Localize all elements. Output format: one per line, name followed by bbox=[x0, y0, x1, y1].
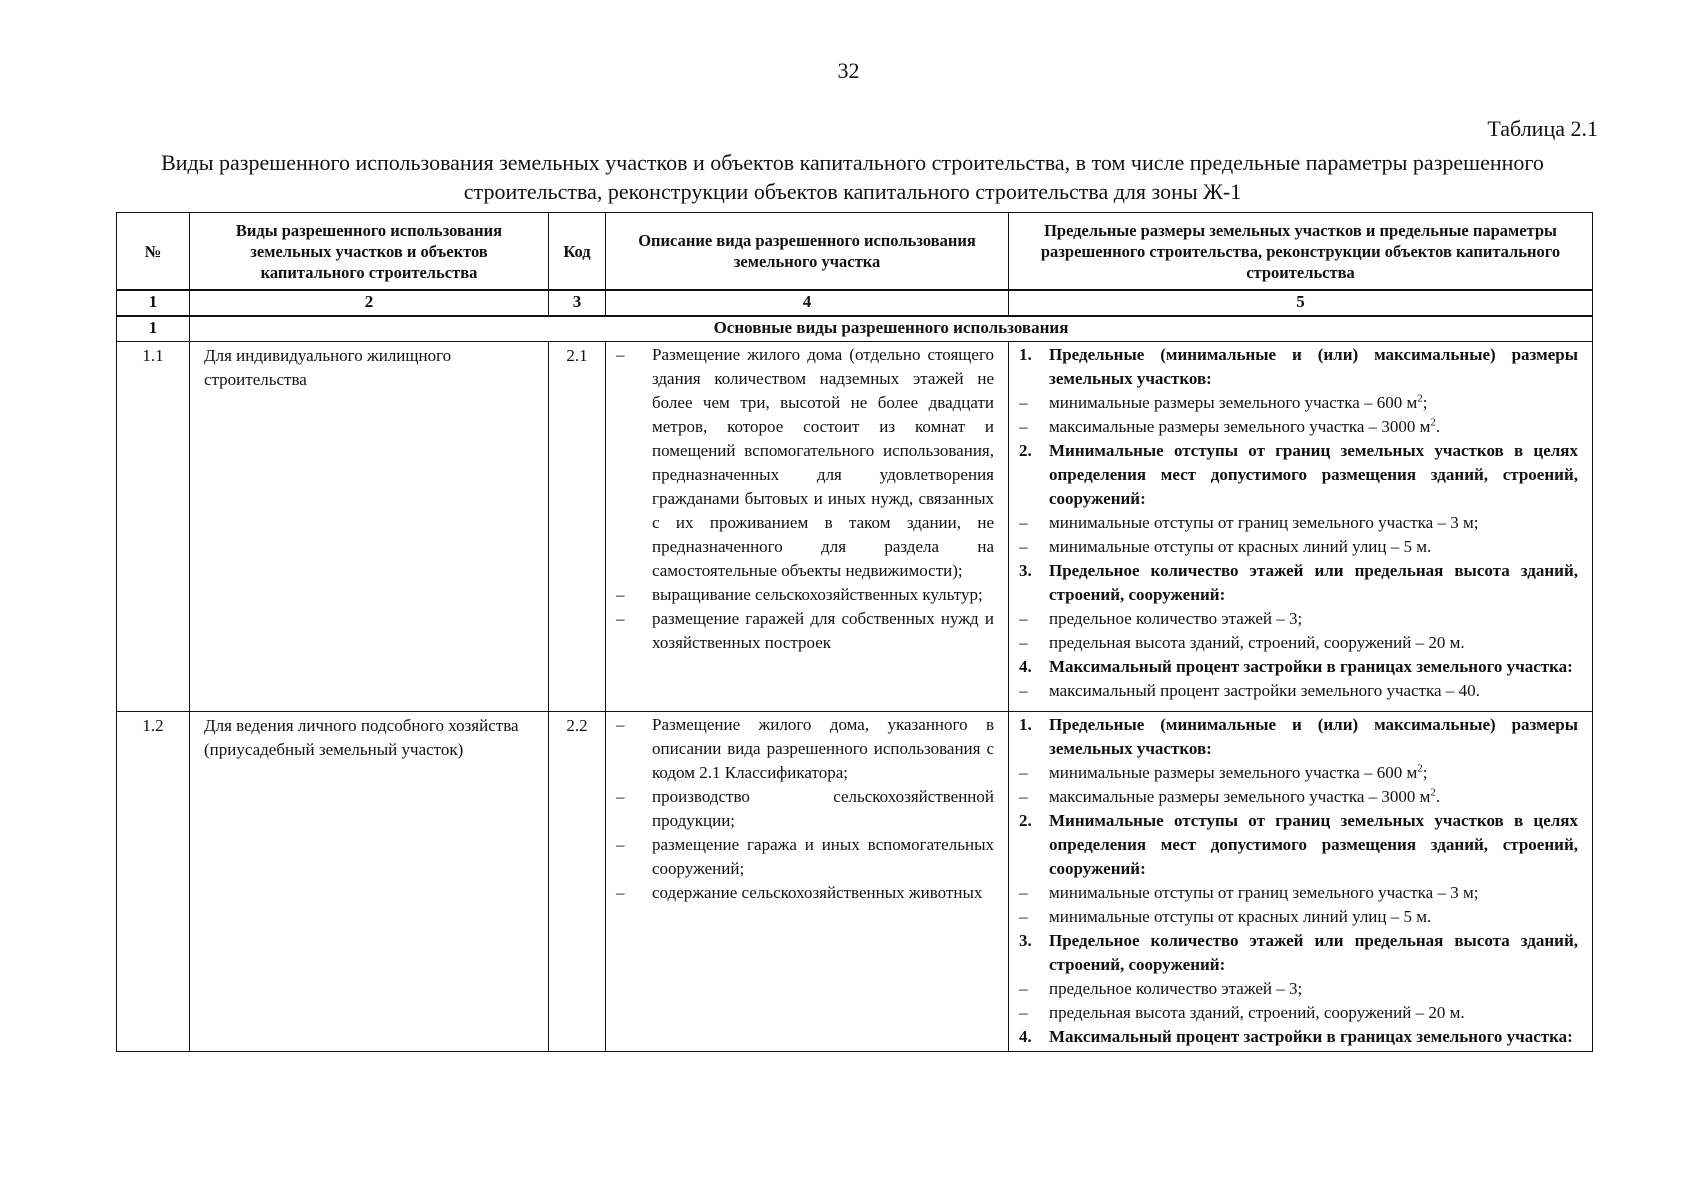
item-number: 1. bbox=[1019, 715, 1032, 734]
limit-item bbox=[1019, 679, 1578, 703]
limit-item bbox=[1019, 905, 1578, 929]
item-number: 3. bbox=[1019, 561, 1032, 580]
item-text bbox=[1049, 343, 1578, 391]
limit-item bbox=[1019, 929, 1578, 977]
dash-marker: – bbox=[616, 835, 625, 854]
item-text-main: Минимальные отступы от границ земельных участков в целях определения мест допустимого размещения зданий, строений, сооружений: bbox=[1049, 811, 1578, 878]
header-limits: Предельные размеры земельных участков и предельные параметры разрешенного строительства, реконструкции объектов капитального строительства bbox=[1009, 213, 1593, 291]
dash-marker: – bbox=[1019, 763, 1028, 782]
item-text-main: размещение гаража и иных вспомогательных сооружений; bbox=[652, 835, 994, 878]
item-text bbox=[652, 343, 994, 583]
item-text-main: максимальный процент застройки земельного участка – 40. bbox=[1049, 681, 1480, 700]
description-item bbox=[616, 881, 994, 905]
item-text-main: минимальные размеры земельного участка – 600 м bbox=[1049, 393, 1418, 412]
row-description bbox=[606, 712, 1009, 1052]
item-text-main: минимальные отступы от границ земельного участка – 3 м; bbox=[1049, 883, 1479, 902]
item-text-main: предельная высота зданий, строений, сооружений – 20 м. bbox=[1049, 1003, 1465, 1022]
item-text-main: минимальные отступы от границ земельного участка – 3 м; bbox=[1049, 513, 1479, 532]
dash-marker: – bbox=[1019, 393, 1028, 412]
item-text bbox=[652, 583, 994, 607]
item-text bbox=[1049, 809, 1578, 881]
item-text bbox=[1049, 655, 1578, 679]
item-text bbox=[1049, 785, 1578, 809]
item-number: 1. bbox=[1019, 345, 1032, 364]
item-text bbox=[652, 881, 994, 905]
item-text-main: предельное количество этажей – 3; bbox=[1049, 979, 1303, 998]
header-types: Виды разрешенного использования земельных участков и объектов капитального строительства bbox=[190, 213, 549, 291]
limit-item bbox=[1019, 343, 1578, 391]
limit-item bbox=[1019, 535, 1578, 559]
limit-item bbox=[1019, 631, 1578, 655]
column-number: 5 bbox=[1009, 290, 1593, 316]
table-header-row bbox=[117, 213, 1593, 291]
section-row bbox=[117, 316, 1593, 342]
item-text bbox=[652, 833, 994, 881]
item-text bbox=[1049, 391, 1578, 415]
table-title: Виды разрешенного использования земельных участков и объектов капитального строительства, в том числе предельные параметры разрешенного строительства, реконструкции объектов капитального строительства для зоны Ж-1 bbox=[161, 150, 1544, 204]
column-number: 4 bbox=[606, 290, 1009, 316]
item-text bbox=[1049, 439, 1578, 511]
section-number: 1 bbox=[117, 316, 190, 342]
item-text bbox=[1049, 905, 1578, 929]
item-text-tail: ; bbox=[1422, 763, 1428, 782]
dash-marker: – bbox=[1019, 609, 1028, 628]
item-text-main: Максимальный процент застройки в границах земельного участка: bbox=[1049, 1027, 1573, 1046]
item-number: 4. bbox=[1019, 657, 1032, 676]
limit-item bbox=[1019, 1001, 1578, 1025]
header-description: Описание вида разрешенного использования земельного участка bbox=[606, 213, 1009, 291]
item-text bbox=[652, 713, 994, 785]
limit-item bbox=[1019, 415, 1578, 439]
limit-item bbox=[1019, 1025, 1578, 1049]
section-title: Основные виды разрешенного использования bbox=[190, 316, 1593, 342]
item-text-main: Размещение жилого дома, указанного в описании вида разрешенного использования с кодом 2.1 Классификатора; bbox=[652, 715, 994, 782]
item-text bbox=[1049, 977, 1578, 1001]
description-item bbox=[616, 607, 994, 655]
description-item bbox=[616, 583, 994, 607]
item-text-main: производство сельскохозяйственной продукции; bbox=[652, 787, 994, 830]
row-code: 2.1 bbox=[549, 342, 606, 712]
row-number: 1.2 bbox=[117, 712, 190, 1052]
item-text-main: выращивание сельскохозяйственных культур; bbox=[652, 585, 983, 604]
item-number: 2. bbox=[1019, 811, 1032, 830]
dash-marker: – bbox=[1019, 787, 1028, 806]
page-number: 32 bbox=[837, 58, 860, 83]
item-number: 2. bbox=[1019, 441, 1032, 460]
item-text bbox=[1049, 535, 1578, 559]
limit-item bbox=[1019, 713, 1578, 761]
description-item bbox=[616, 833, 994, 881]
item-text bbox=[1049, 881, 1578, 905]
item-text bbox=[1049, 511, 1578, 535]
limit-item bbox=[1019, 607, 1578, 631]
zoning-table bbox=[116, 212, 1593, 1052]
item-text-main: Предельное количество этажей или предельная высота зданий, строений, сооружений: bbox=[1049, 931, 1578, 974]
dash-marker: – bbox=[616, 585, 625, 604]
item-text-main: минимальные отступы от красных линий улиц – 5 м. bbox=[1049, 537, 1432, 556]
limit-item bbox=[1019, 785, 1578, 809]
dash-marker: – bbox=[616, 609, 625, 628]
description-item bbox=[616, 343, 994, 583]
dash-marker: – bbox=[616, 345, 625, 364]
dash-marker: – bbox=[1019, 537, 1028, 556]
row-limits bbox=[1009, 712, 1593, 1052]
dash-marker: – bbox=[1019, 1003, 1028, 1022]
row-code: 2.2 bbox=[549, 712, 606, 1052]
item-text bbox=[1049, 713, 1578, 761]
item-text-tail: . bbox=[1435, 787, 1441, 806]
item-number: 4. bbox=[1019, 1027, 1032, 1046]
dash-marker: – bbox=[1019, 633, 1028, 652]
limit-item bbox=[1019, 391, 1578, 415]
table-row bbox=[117, 712, 1593, 1052]
header-no: № bbox=[117, 213, 190, 291]
item-number: 3. bbox=[1019, 931, 1032, 950]
item-text-main: содержание сельскохозяйственных животных bbox=[652, 883, 983, 902]
item-text-main: Минимальные отступы от границ земельных участков в целях определения мест допустимого размещения зданий, строений, сооружений: bbox=[1049, 441, 1578, 508]
item-text bbox=[652, 785, 994, 833]
item-text bbox=[1049, 607, 1578, 631]
superscript: 2 bbox=[1430, 416, 1436, 429]
limit-item bbox=[1019, 559, 1578, 607]
superscript: 2 bbox=[1417, 762, 1423, 775]
limit-item bbox=[1019, 439, 1578, 511]
row-type: Для ведения личного подсобного хозяйства (приусадебный земельный участок) bbox=[190, 712, 549, 1052]
item-text bbox=[1049, 559, 1578, 607]
row-type: Для индивидуального жилищного строительства bbox=[190, 342, 549, 712]
item-text-main: максимальные размеры земельного участка – 3000 м bbox=[1049, 417, 1431, 436]
limit-item bbox=[1019, 655, 1578, 679]
item-text-main: минимальные размеры земельного участка – 600 м bbox=[1049, 763, 1418, 782]
dash-marker: – bbox=[616, 883, 625, 902]
description-item bbox=[616, 713, 994, 785]
item-text-main: Размещение жилого дома (отдельно стоящего здания количеством надземных этажей не более чем три, высотой не более двадцати метров, которое состоит из комнат и помещений вспомогательного использования, предназначенных для удовлетворения гражданами бытовых и иных нужд, связанных с их проживанием в таком здании, не предназначенного для раздела на самостоятельные объекты недвижимости); bbox=[652, 345, 994, 580]
item-text-main: предельное количество этажей – 3; bbox=[1049, 609, 1303, 628]
item-text-main: предельная высота зданий, строений, сооружений – 20 м. bbox=[1049, 633, 1465, 652]
column-number: 1 bbox=[117, 290, 190, 316]
dash-marker: – bbox=[1019, 979, 1028, 998]
column-number: 2 bbox=[190, 290, 549, 316]
dash-marker: – bbox=[1019, 907, 1028, 926]
item-text bbox=[1049, 415, 1578, 439]
dash-marker: – bbox=[1019, 883, 1028, 902]
item-text bbox=[1049, 1025, 1578, 1049]
dash-marker: – bbox=[1019, 417, 1028, 436]
table-row bbox=[117, 342, 1593, 712]
superscript: 2 bbox=[1417, 392, 1423, 405]
row-limits bbox=[1009, 342, 1593, 712]
item-text-main: минимальные отступы от красных линий улиц – 5 м. bbox=[1049, 907, 1432, 926]
item-text-tail: . bbox=[1435, 417, 1441, 436]
limit-item bbox=[1019, 761, 1578, 785]
item-text-main: размещение гаражей для собственных нужд и хозяйственных построек bbox=[652, 609, 994, 652]
item-text bbox=[1049, 1001, 1578, 1025]
description-item bbox=[616, 785, 994, 833]
item-text-tail: ; bbox=[1422, 393, 1428, 412]
item-text-main: Предельное количество этажей или предельная высота зданий, строений, сооружений: bbox=[1049, 561, 1578, 604]
item-text bbox=[1049, 679, 1578, 703]
item-text bbox=[1049, 761, 1578, 785]
superscript: 2 bbox=[1430, 786, 1436, 799]
limit-item bbox=[1019, 881, 1578, 905]
item-text-main: Предельные (минимальные и (или) максимальные) размеры земельных участков: bbox=[1049, 715, 1578, 758]
item-text bbox=[652, 607, 994, 655]
row-number: 1.1 bbox=[117, 342, 190, 712]
column-number-row bbox=[117, 290, 1593, 316]
dash-marker: – bbox=[616, 787, 625, 806]
item-text-main: Максимальный процент застройки в границах земельного участка: bbox=[1049, 657, 1573, 676]
item-text-main: максимальные размеры земельного участка – 3000 м bbox=[1049, 787, 1431, 806]
dash-marker: – bbox=[1019, 513, 1028, 532]
limit-item bbox=[1019, 809, 1578, 881]
column-number: 3 bbox=[549, 290, 606, 316]
limit-item bbox=[1019, 511, 1578, 535]
header-code: Код bbox=[549, 213, 606, 291]
item-text bbox=[1049, 929, 1578, 977]
table-label: Таблица 2.1 bbox=[1487, 116, 1598, 141]
dash-marker: – bbox=[1019, 681, 1028, 700]
row-description bbox=[606, 342, 1009, 712]
limit-item bbox=[1019, 977, 1578, 1001]
item-text bbox=[1049, 631, 1578, 655]
item-text-main: Предельные (минимальные и (или) максимальные) размеры земельных участков: bbox=[1049, 345, 1578, 388]
dash-marker: – bbox=[616, 715, 625, 734]
